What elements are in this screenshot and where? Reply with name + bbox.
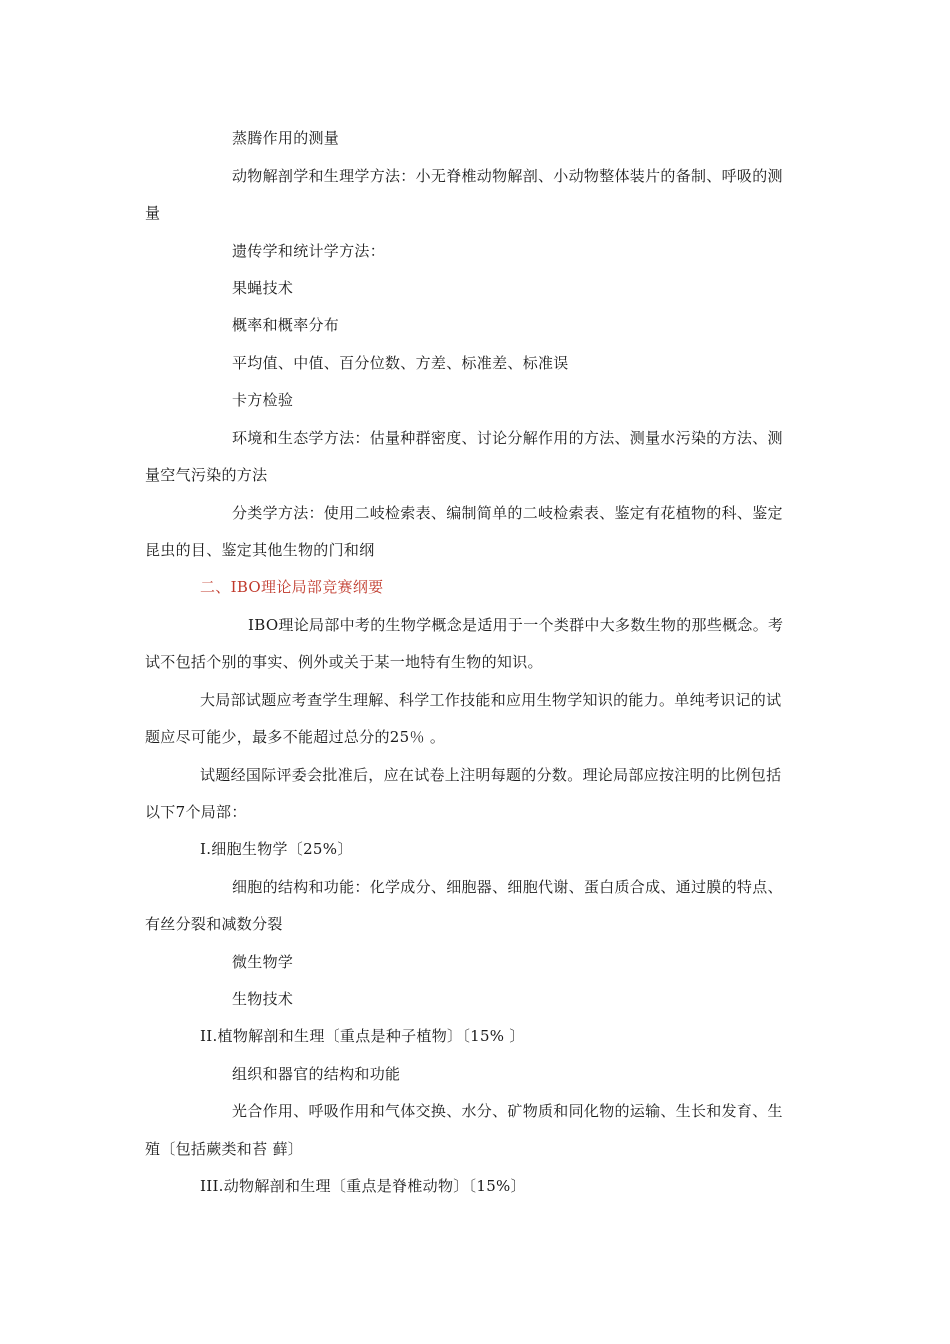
text-line: 概率和概率分布: [232, 316, 340, 334]
text-line: 昆虫的目、鉴定其他生物的门和纲: [145, 541, 375, 559]
text-line: 分类学方法：使用二岐检索表、编制简单的二岐检索表、鉴定有花植物的科、鉴定: [232, 504, 783, 522]
text-line: 量: [145, 204, 161, 222]
text-line: 光合作用、呼吸作用和气体交换、水分、矿物质和同化物的运输、生长和发育、生: [232, 1102, 783, 1120]
text-line: 微生物学: [232, 953, 294, 971]
text-line: 以下7个局部：: [145, 803, 247, 821]
text-line: 殖〔包括蕨类和苔 藓〕: [145, 1140, 304, 1158]
text-line: 量空气污染的方法: [145, 466, 268, 484]
text-line: 卡方检验: [232, 391, 294, 409]
text-line: 组织和器官的结构和功能: [232, 1065, 401, 1083]
text-line: 动物解剖学和生理学方法：小无脊椎动物解剖、小动物整体装片的备制、呼吸的测: [232, 167, 783, 185]
section-heading: 二、IBO理论局部竞赛纲要: [200, 578, 384, 596]
text-line: 遗传学和统计学方法：: [232, 242, 386, 260]
text-line: 题应尽可能少，最多不能超过总分的25％ 。: [145, 728, 446, 746]
text-line: 大局部试题应考查学生理解、科学工作技能和应用生物学知识的能力。单纯考识记的试: [200, 691, 782, 709]
subsection-heading: I.细胞生物学〔25%〕: [200, 840, 353, 858]
text-line: 细胞的结构和功能：化学成分、细胞器、细胞代谢、蛋白质合成、通过膜的特点、: [232, 878, 783, 896]
text-line: 环境和生态学方法：估量种群密度、讨论分解作用的方法、测量水污染的方法、测: [232, 429, 783, 447]
text-line: 果蝇技术: [232, 279, 294, 297]
text-line: 蒸腾作用的测量: [232, 129, 340, 147]
text-line: 有丝分裂和减数分裂: [145, 915, 283, 933]
text-line: 生物技术: [232, 990, 294, 1008]
subsection-heading: III.动物解剖和生理〔重点是脊椎动物〕〔15%〕: [200, 1177, 526, 1195]
subsection-heading: II.植物解剖和生理〔重点是种子植物〕〔15% 〕: [200, 1027, 525, 1045]
text-line: 平均值、中值、百分位数、方差、标准差、标准误: [232, 354, 569, 372]
text-line: IBO理论局部中考的生物学概念是适用于一个类群中大多数生物的那些概念。考: [248, 616, 784, 634]
text-line: 试不包括个别的事实、例外或关于某一地特有生物的知识。: [145, 653, 543, 671]
text-line: 试题经国际评委会批准后，应在试卷上注明每题的分数。理论局部应按注明的比例包括: [200, 766, 782, 784]
